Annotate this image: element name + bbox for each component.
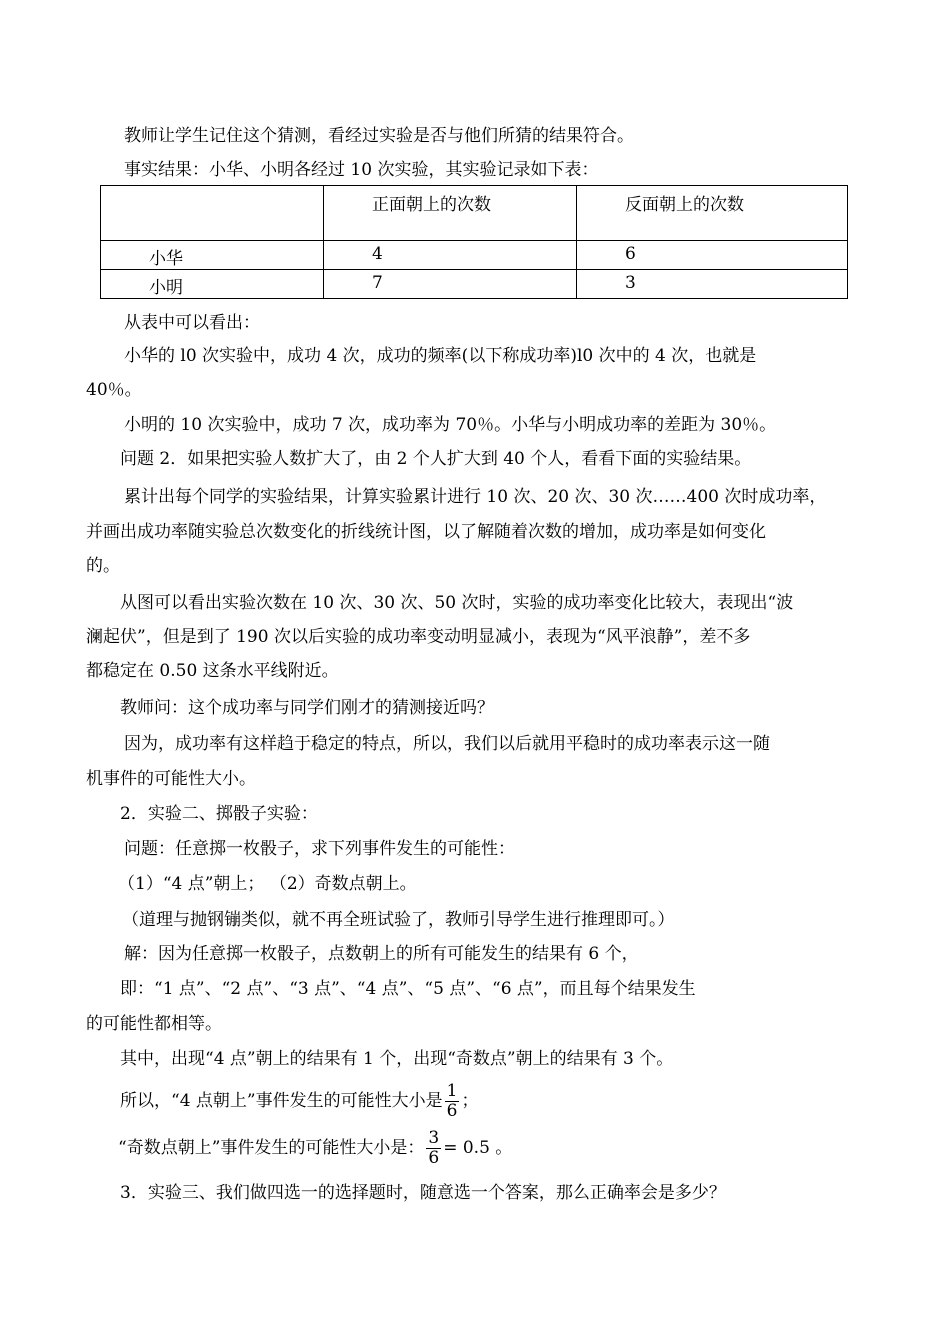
table-cell: 3	[577, 270, 848, 299]
paragraph: 从表中可以看出：	[124, 313, 260, 333]
paragraph: 2．实验二、掷骰子实验：	[120, 804, 318, 824]
table-header-cell: 正面朝上的次数	[324, 186, 577, 241]
table-cell: 小明	[101, 270, 324, 299]
table-header-cell: 反面朝上的次数	[577, 186, 848, 241]
paragraph: （道理与抛钢镚类似，就不再全班试验了，教师引导学生进行推理即可。）	[122, 910, 675, 930]
fraction: $\frac{3}{6}$	[428, 1128, 440, 1168]
table-row	[101, 241, 848, 270]
table-cell: 6	[577, 241, 848, 270]
paragraph: 其中，出现“4 点”朝上的结果有 1 个，出现“奇数点”朝上的结果有 3 个。	[120, 1049, 674, 1069]
paragraph: 小华的 l0 次实验中，成功 4 次，成功的频率(以下称成功率)l0 次中的 4 次，也就是	[124, 346, 757, 366]
fraction: $\frac{1}{6}$	[446, 1081, 458, 1121]
paragraph: 问题：任意掷一枚骰子，求下列事件发生的可能性：	[124, 839, 515, 859]
paragraph: 3．实验三、我们做四选一的选择题时，随意选一个答案，那么正确率会是多少？	[120, 1183, 726, 1203]
probability-line-4-up: 所以，“4 点朝上”事件发生的可能性大小是 $\frac{1}{6}$ ；	[120, 1081, 479, 1121]
paragraph: 事实结果：小华、小明各经过 10 次实验，其实验记录如下表：	[124, 160, 599, 180]
paragraph: 问题 2．如果把实验人数扩大了，由 2 个人扩大到 40 个人，看看下面的实验结果。	[120, 449, 752, 469]
table-cell: 4	[324, 241, 577, 270]
paragraph: 澜起伏”，但是到了 190 次以后实验的成功率变动明显减小，表现为“风平浪静”，差不多	[86, 627, 751, 647]
table-cell: 小华	[101, 241, 324, 270]
paragraph: 小明的 10 次实验中，成功 7 次，成功率为 70％。小华与小明成功率的差距为 30％。	[124, 415, 777, 435]
paragraph: （1）“4 点”朝上； （2）奇数点朝上。	[118, 874, 417, 894]
paragraph: 解：因为任意掷一枚骰子，点数朝上的所有可能发生的结果有 6 个，	[124, 944, 639, 964]
paragraph: 教师问：这个成功率与同学们刚才的猜测接近吗？	[120, 698, 494, 718]
paragraph: 即：“1 点”、“2 点”、“3 点”、“4 点”、“5 点”、“6 点”，而且每个结果发生	[120, 979, 696, 999]
paragraph: 教师让学生记住这个猜测，看经过实验是否与他们所猜的结果符合。	[124, 126, 634, 146]
paragraph: 累计出每个同学的实验结果，计算实验累计进行 10 次、20 次、30 次……400 次时成功率，	[124, 487, 827, 507]
paragraph: 并画出成功率随实验总次数变化的折线统计图，以了解随着次数的增加，成功率是如何变化	[86, 522, 766, 542]
table-header-cell	[101, 186, 324, 241]
experiment-record-table	[100, 185, 848, 299]
table-cell: 7	[324, 270, 577, 299]
paragraph: 的。	[86, 556, 120, 576]
table-header-row	[101, 186, 848, 241]
paragraph: 机事件的可能性大小。	[86, 769, 256, 789]
probability-line-odd: “奇数点朝上”事件发生的可能性大小是： $\frac{3}{6}$ = 0.5 。	[118, 1128, 513, 1168]
paragraph: 都稳定在 0.50 这条水平线附近。	[86, 661, 339, 681]
table-row	[101, 270, 848, 299]
paragraph: 从图可以看出实验次数在 10 次、30 次、50 次时，实验的成功率变化比较大，表现出“波	[120, 593, 794, 613]
paragraph: 40％。	[86, 380, 142, 400]
paragraph: 的可能性都相等。	[86, 1014, 222, 1034]
paragraph: 因为，成功率有这样趋于稳定的特点，所以，我们以后就用平稳时的成功率表示这一随	[124, 734, 770, 754]
